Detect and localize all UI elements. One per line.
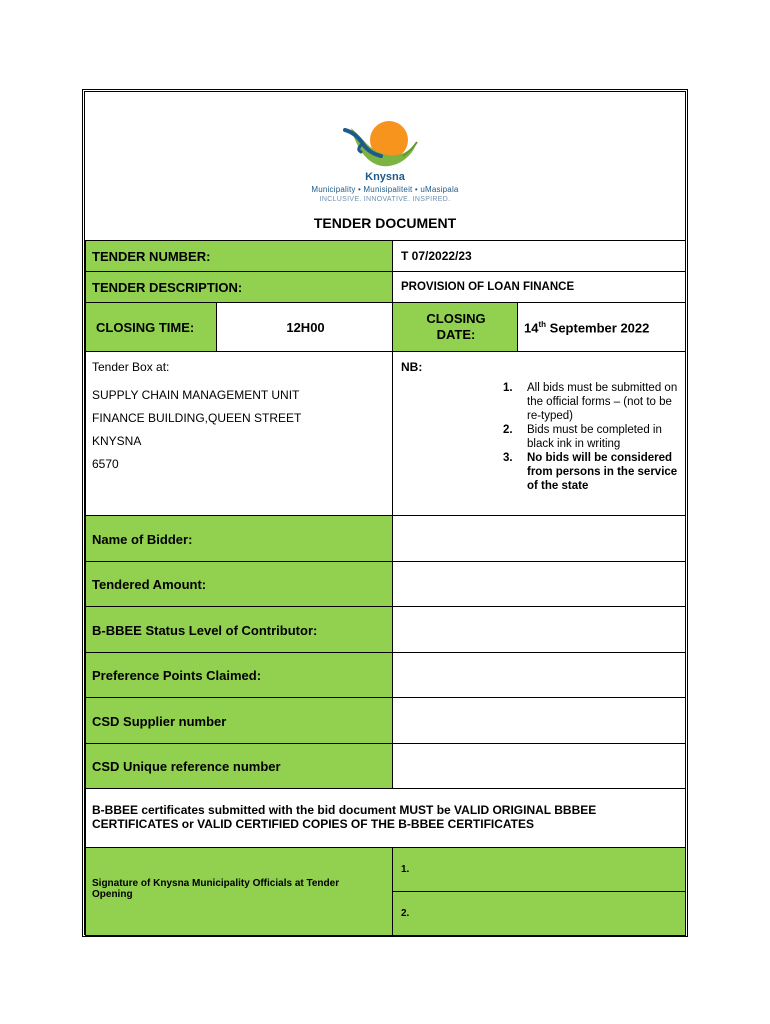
nb-item: 1. All bids must be submitted on the official forms – (not to be re-typed) xyxy=(503,382,678,422)
field-label-cell xyxy=(85,515,393,562)
closing-date-suffix: th xyxy=(538,320,547,329)
signature-slot-2[interactable] xyxy=(392,891,686,936)
tender-box-line: FINANCE BUILDING,QUEEN STREET xyxy=(92,411,302,425)
logo-subtitle: Municipality • Munisipaliteit • uMasipala xyxy=(311,185,459,194)
bbbee-status-field[interactable] xyxy=(392,606,686,653)
closing-time-label: CLOSING TIME: xyxy=(96,320,195,335)
csd-unique-reference-field[interactable] xyxy=(392,743,686,789)
closing-date-label-line1: CLOSING xyxy=(426,311,486,326)
closing-date-day: 14 xyxy=(524,320,539,336)
bbbee-note-cell xyxy=(85,788,686,848)
tender-description-label-cell xyxy=(85,271,393,303)
field-label-cell xyxy=(85,697,393,744)
logo-name: Knysna xyxy=(365,171,405,183)
nb-cell xyxy=(392,351,686,516)
preference-points-label: Preference Points Claimed: xyxy=(92,668,262,683)
document-title: TENDER DOCUMENT xyxy=(313,215,457,231)
nb-heading: NB: xyxy=(401,360,423,374)
name-of-bidder-label: Name of Bidder: xyxy=(92,532,193,547)
csd-supplier-number-label: CSD Supplier number xyxy=(92,714,227,729)
tender-box-cell xyxy=(85,351,393,516)
nb-list xyxy=(499,381,683,493)
nb-item: 3. No bids will be considered from persons in the service of the state xyxy=(503,452,678,492)
bbbee-note: B-BBEE certificates submitted with the bid document MUST be VALID ORIGINAL BBBEE CERTIFICATES or VALID CERTIFIED COPIES OF THE B-BBEE CERTIFICATES xyxy=(92,803,597,831)
name-of-bidder-field[interactable] xyxy=(392,515,686,562)
tender-number-value: T 07/2022/23 xyxy=(401,249,472,263)
csd-unique-reference-label: CSD Unique reference number xyxy=(92,759,281,774)
tendered-amount-field[interactable] xyxy=(392,561,686,607)
logo-area xyxy=(85,92,685,212)
closing-time-value-cell xyxy=(216,302,393,352)
tender-box-heading: Tender Box at: xyxy=(92,360,170,374)
field-label-cell xyxy=(85,561,393,607)
closing-date-rest: September 2022 xyxy=(546,320,650,336)
tender-box-line: SUPPLY CHAIN MANAGEMENT UNIT xyxy=(92,388,300,402)
closing-date-value xyxy=(524,320,649,335)
tender-description-label: TENDER DESCRIPTION: xyxy=(92,280,243,295)
tender-number-label-cell xyxy=(85,240,393,272)
csd-supplier-number-field[interactable] xyxy=(392,697,686,744)
closing-date-value-cell xyxy=(517,302,686,352)
tender-box-line: 6570 xyxy=(92,457,119,471)
tender-box-line: KNYSNA xyxy=(92,434,142,448)
knysna-logo-icon xyxy=(343,120,433,172)
tender-description-value: PROVISION OF LOAN FINANCE xyxy=(401,281,575,293)
closing-date-label-line2: DATE: xyxy=(436,327,476,342)
tender-document xyxy=(82,89,688,937)
nb-item: 2. Bids must be completed in black ink in writing xyxy=(503,424,662,450)
preference-points-field[interactable] xyxy=(392,652,686,698)
closing-time-label-cell xyxy=(85,302,217,352)
field-label-cell xyxy=(85,606,393,653)
signature-label-cell xyxy=(85,847,393,936)
tender-number-label: TENDER NUMBER: xyxy=(92,249,211,264)
tender-description-value-cell xyxy=(392,271,686,303)
tendered-amount-label: Tendered Amount: xyxy=(92,577,207,592)
closing-date-label-cell xyxy=(392,302,518,352)
logo-tagline: INCLUSIVE. INNOVATIVE. INSPIRED. xyxy=(319,196,451,203)
closing-time-value: 12H00 xyxy=(286,320,325,335)
signature-slot-2-number: 2. xyxy=(401,908,410,919)
signature-label: Signature of Knysna Municipality Officials at Tender Opening xyxy=(92,878,340,900)
field-label-cell xyxy=(85,652,393,698)
tender-number-value-cell xyxy=(392,240,686,272)
field-label-cell xyxy=(85,743,393,789)
signature-slot-1[interactable] xyxy=(392,847,686,892)
bbbee-status-label: B-BBEE Status Level of Contributor: xyxy=(92,623,318,638)
signature-slot-1-number: 1. xyxy=(401,864,410,875)
